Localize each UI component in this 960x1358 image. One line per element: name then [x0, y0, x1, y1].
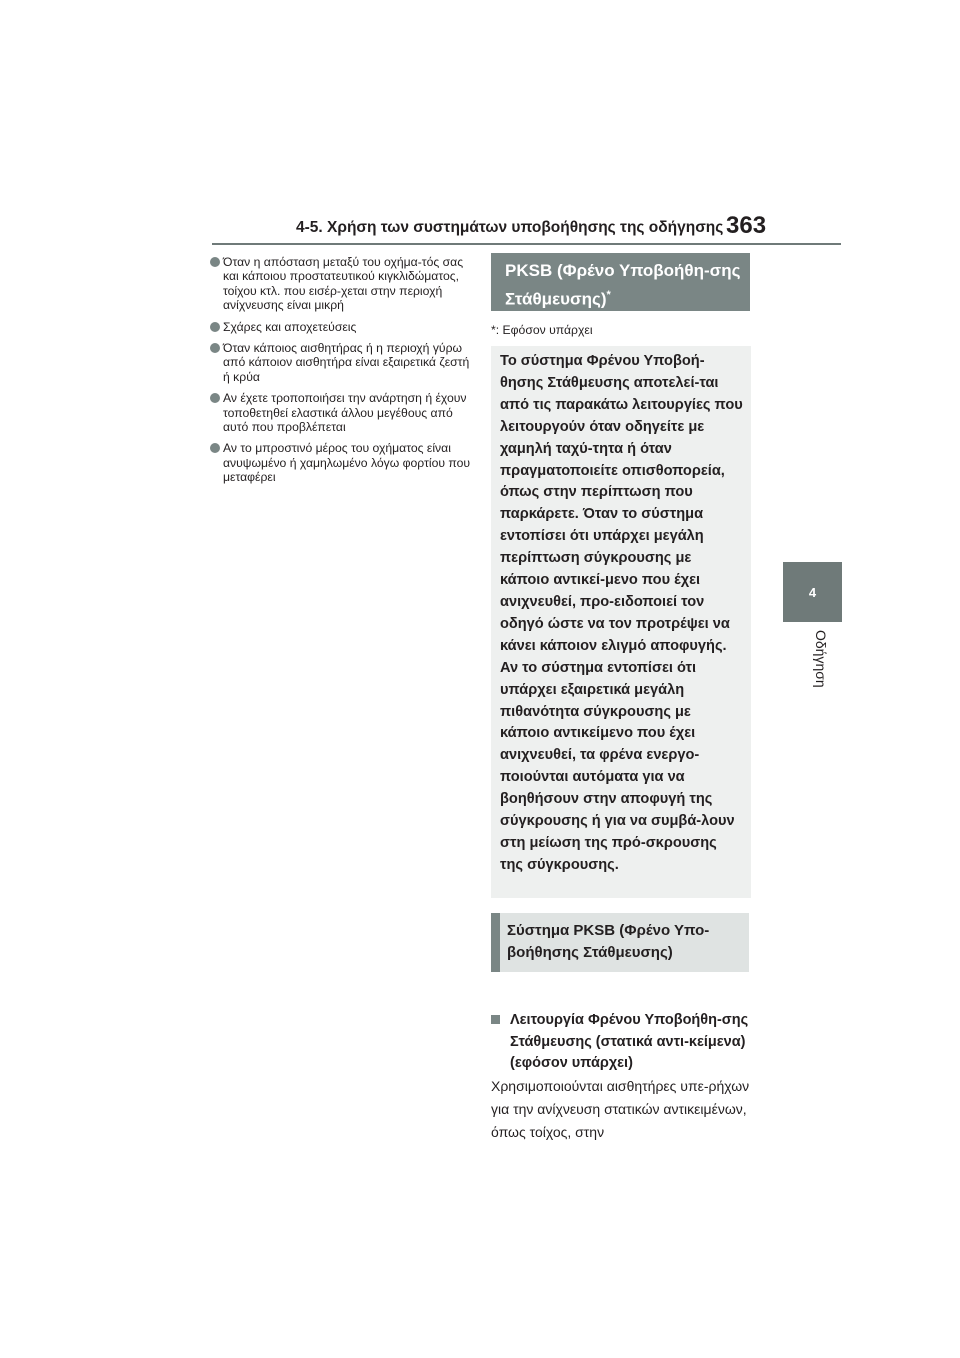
- bullet-dot-icon: [210, 322, 220, 332]
- bullet-text: Αν έχετε τροποποιήσει την ανάρτηση ή έχουν τοποθετηθεί ελαστικά άλλου μεγέθους από αυτό που προβλέπεται: [223, 391, 467, 435]
- section-heading: [491, 253, 750, 311]
- bullet-item: [210, 441, 472, 484]
- availability-footnote: *: Εφόσον υπάρχει: [491, 323, 593, 337]
- intro-text: Το σύστημα Φρένου Υποβοή-θησης Στάθμευσης αποτελεί-ται από τις παρακάτω λειτουργίες που λειτουργούν όταν οδηγείτε με χαμηλή ταχύ-τητα ή όταν πραγματοποιείτε οπισθοπορεία, όπως στην περίπτωση που παρκάρετε. Όταν το σύστημα εντοπίσει ότι υπάρχει μεγάλη περίπτωση σύγκρουσης με κάποιο αντικεί-μενο που έχει ανιχνευθεί, προ-ειδοποιεί τον οδηγό ώστε να τον προτρέψει να κάνει κάποιον ελιγμό αποφυγής. Αν το σύστημα εντοπίσει ότι υπάρχει εξαιρετικά μεγάλη πιθανότητα σύγκρουσης με κάποιο αντικείμενο που έχει ανιχνευθεί, τα φρένα ενεργο-ποιούνται αυτόματα για να βοηθήσουν στην αποφυγή της σύγκρουσης ή για να συμβά-λουν στη μείωση της πρό-σκρουσης της σύγκρουσης.: [500, 353, 743, 873]
- section-heading-text: PKSB (Φρένο Υποβοήθη-σης Στάθμευσης): [505, 261, 741, 309]
- bullet-item: [210, 255, 472, 313]
- subsubsection-heading: [491, 1010, 753, 1075]
- condition-bullet-list: [210, 255, 472, 492]
- intro-box: [491, 346, 751, 898]
- chapter-tab[interactable]: [783, 562, 842, 622]
- subsubsection-heading-text: Λειτουργία Φρένου Υποβοήθη-σης Στάθμευσης (στατικά αντι-κείμενα) (εφόσον υπάρχει): [510, 1012, 749, 1071]
- subsection-heading: [491, 913, 749, 972]
- bullet-dot-icon: [210, 343, 220, 353]
- bullet-item: [210, 341, 472, 384]
- header-title: 4-5. Χρήση των συστημάτων υποβοήθησης της οδήγησης: [296, 219, 724, 236]
- bullet-dot-icon: [210, 443, 220, 453]
- section-heading-asterisk: *: [606, 289, 611, 301]
- bullet-text: Όταν η απόσταση μεταξύ του οχήμα-τός σας και κάποιου προστατευτικού κιγκλιδώματος, τοίχου κτλ. που εισέρ-χεται στην περιοχή ανίχνευσης είναι μικρή: [223, 255, 464, 313]
- page-number: 363: [726, 212, 767, 239]
- chapter-label: Οδήγηση: [813, 630, 829, 688]
- bullet-item: [210, 391, 472, 434]
- bullet-text: Όταν κάποιος αισθητήρας ή η περιοχή γύρω από κάποιον αισθητήρα είναι εξαιρετικά ζεστή ή κρύα: [223, 341, 470, 384]
- bullet-dot-icon: [210, 393, 220, 403]
- bullet-text: Αν το μπροστινό μέρος του οχήματος είναι ανυψωμένο ή χαμηλωμένο λόγω φορτίου που μεταφέρει: [223, 441, 471, 485]
- bullet-text: Σχάρες και αποχετεύσεις: [223, 319, 357, 334]
- bullet-dot-icon: [210, 257, 220, 267]
- square-bullet-icon: [491, 1015, 500, 1024]
- bullet-item: [210, 320, 472, 334]
- body-paragraph: Χρησιμοποιούνται αισθητήρες υπε-ρήχων για την ανίχνευση στατικών αντικειμένων, όπως τοίχος, στην: [491, 1078, 750, 1140]
- subsection-heading-text: Σύστημα PKSB (Φρένο Υπο-βοήθησης Στάθμευσης): [507, 922, 710, 961]
- header-divider: [212, 243, 841, 245]
- chapter-number: 4: [808, 584, 817, 600]
